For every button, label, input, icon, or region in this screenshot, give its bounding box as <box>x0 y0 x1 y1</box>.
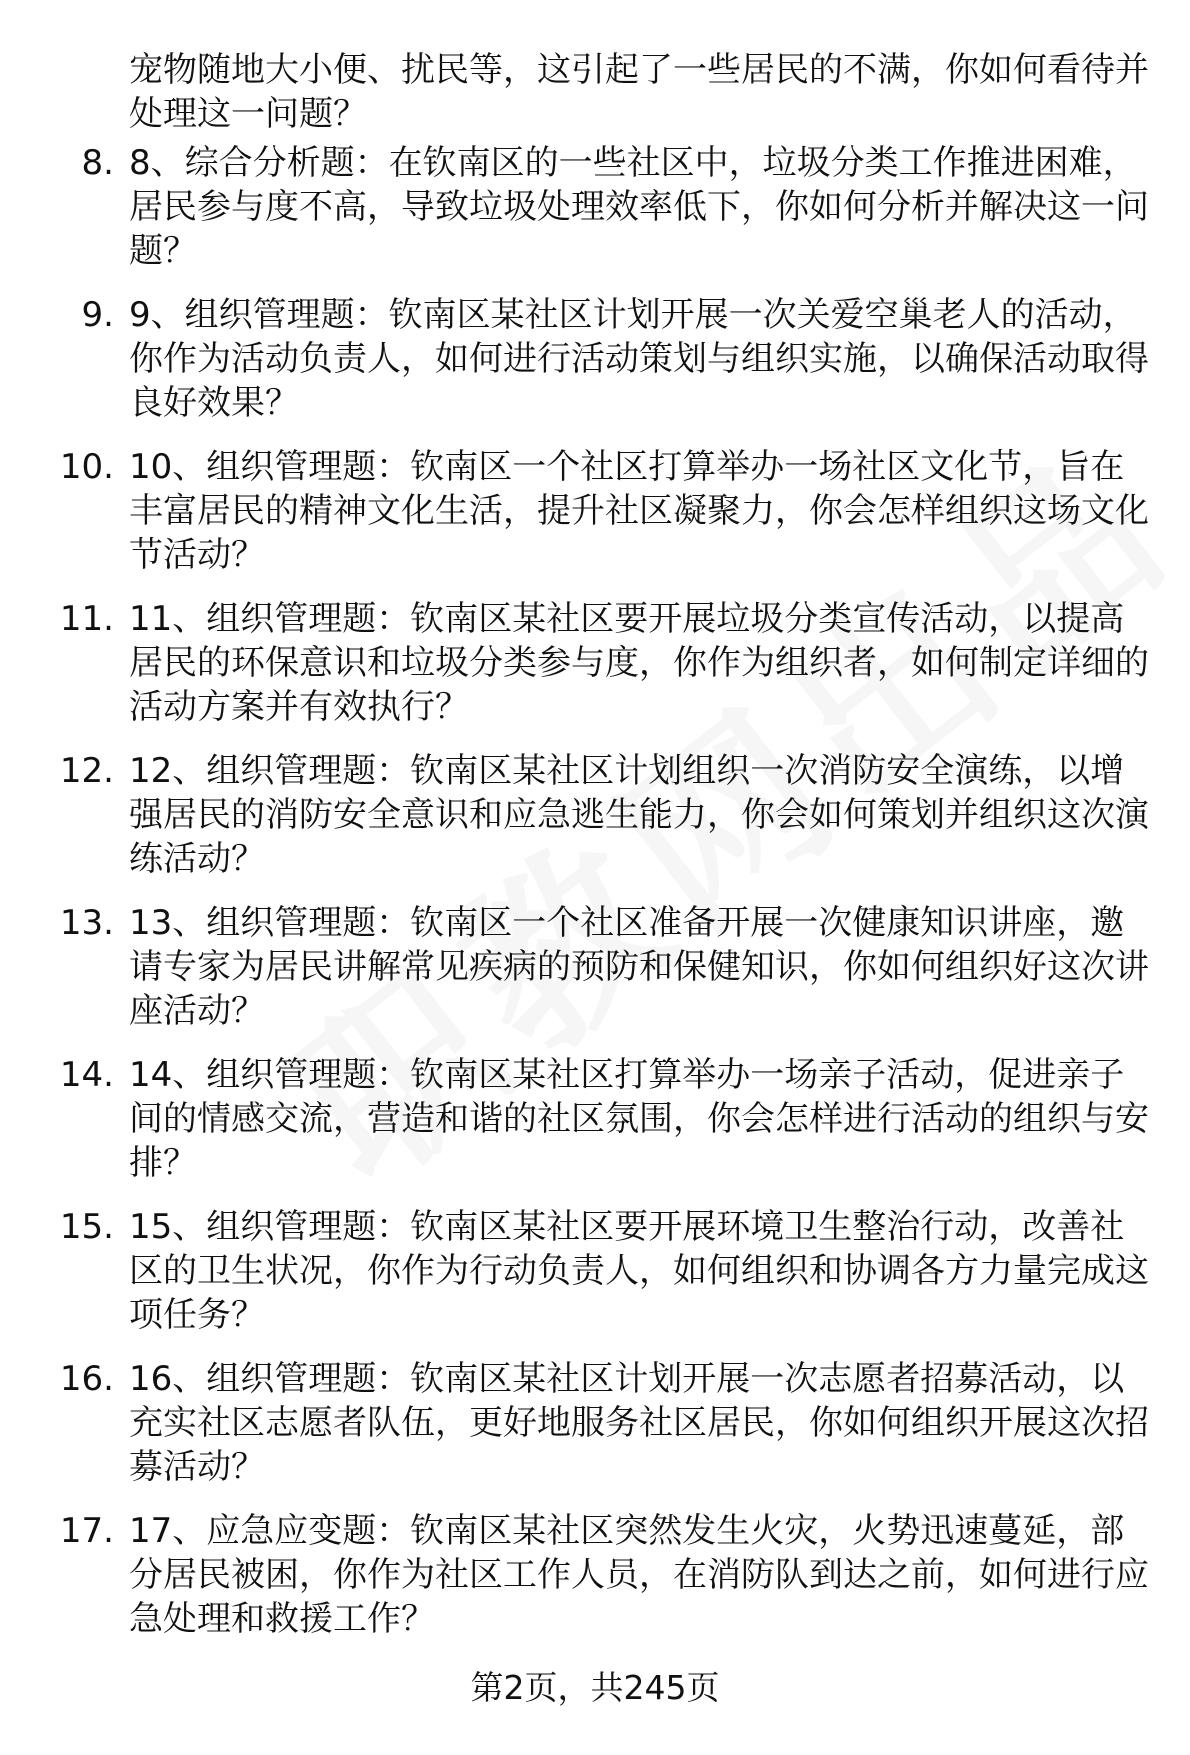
list-item-text: 17、应急应变题：钦南区某社区突然发生火灾，火势迅速蔓延，部分居民被困，你作为社区工作人员，在消防队到达之前，如何进行应急处理和救援工作？ <box>129 1511 1149 1639</box>
list-item-number: 14. <box>59 1055 114 1095</box>
list-item-text: 15、组织管理题：钦南区某社区要开展环境卫生整治行动，改善社区的卫生状况，你作为行动负责人，如何组织和协调各方力量完成这项任务？ <box>129 1207 1149 1335</box>
list-item-text: 8、综合分析题：在钦南区的一些社区中，垃圾分类工作推进困难，居民参与度不高，导致垃圾处理效率低下，你如何分析并解决这一问题？ <box>129 143 1149 271</box>
list-item-number: 16. <box>59 1359 114 1399</box>
list-item-text: 10、组织管理题：钦南区一个社区打算举办一场社区文化节，旨在丰富居民的精神文化生活，提升社区凝聚力，你会怎样组织这场文化节活动？ <box>129 447 1149 575</box>
list-item-number: 9. <box>81 295 114 335</box>
list-item-number: 8. <box>81 143 114 183</box>
list-item-text: 12、组织管理题：钦南区某社区计划组织一次消防安全演练，以增强居民的消防安全意识和应急逃生能力，你会如何策划并组织这次演练活动？ <box>129 751 1149 879</box>
page-footer: 第2页，共245页 <box>470 1668 720 1707</box>
list-item-number: 11. <box>59 599 114 639</box>
list-item-text: 14、组织管理题：钦南区某社区打算举办一场亲子活动，促进亲子间的情感交流，营造和谐的社区氛围，你会怎样进行活动的组织与安排？ <box>129 1055 1149 1183</box>
list-item-text: 16、组织管理题：钦南区某社区计划开展一次志愿者招募活动，以充实社区志愿者队伍，更好地服务社区居民，你如何组织开展这次招募活动？ <box>129 1359 1149 1487</box>
list-item-text: 9、组织管理题：钦南区某社区计划开展一次关爱空巢老人的活动，你作为活动负责人，如何进行活动策划与组织实施，以确保活动取得良好效果？ <box>129 295 1149 423</box>
list-item-text: 11、组织管理题：钦南区某社区要开展垃圾分类宣传活动，以提高居民的环保意识和垃圾分类参与度，你作为组织者，如何制定详细的活动方案并有效执行？ <box>129 599 1149 727</box>
list-item-number: 12. <box>59 751 114 791</box>
list-item-number: 17. <box>59 1511 114 1551</box>
list-item-text: 13、组织管理题：钦南区一个社区准备开展一次健康知识讲座，邀请专家为居民讲解常见疾病的预防和保健知识，你如何组织好这次讲座活动？ <box>129 903 1149 1031</box>
continued-question-text: 宠物随地大小便、扰民等，这引起了一些居民的不满，你如何看待并处理这一问题？ <box>129 50 1149 134</box>
list-item-number: 13. <box>59 903 114 943</box>
list-item-number: 10. <box>59 447 114 487</box>
list-item-number: 15. <box>59 1207 114 1247</box>
